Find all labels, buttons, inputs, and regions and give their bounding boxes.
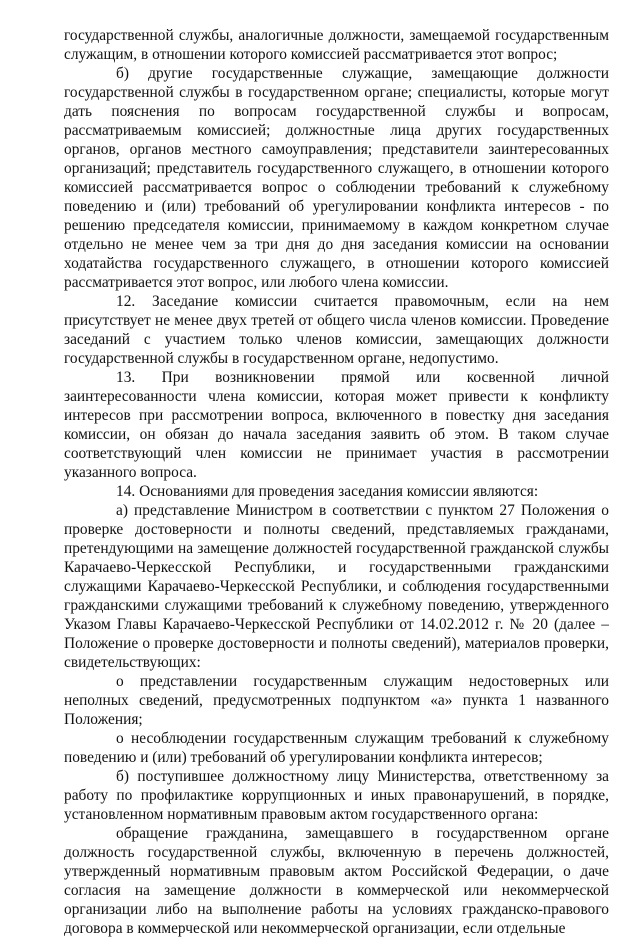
- paragraph-14-grounds: 14. Основаниями для проведения заседания комиссии являются:: [116, 483, 539, 500]
- paragraph-14a-minister: а) представление Министром в соответствии с пунктом 27 Положения о проверке достоверности и полноты сведений, представляемых гражданами, претендующими на замещение должностей государственной гражданской службы Карачаево-Черкесской Республики, и государственными гражданскими служащими Карачаево-Черкесской Республики, и соблюдения государственными гражданскими служащими требований к служебному поведению, утвержденного Указом Главы Карачаево-Черкесской Республики от 14.02.2012 г. № 20 (далее – Положение о проверке достоверности и полноты сведений), материалов проверки, свидетельствующих:: [64, 502, 609, 671]
- paragraph-non-compliance: о несоблюдении государственным служащим требований к служебному поведению и (или) требований об урегулировании конфликта интересов;: [64, 730, 609, 766]
- paragraph-12-quorum: 12. Заседание комиссии считается правомочным, если на нем присутствует не менее двух третей от общего числа членов комиссии. Проведение заседаний с участием только членов комиссии, замещающих должности государственной службы в государственном органе, недопустимо.: [64, 293, 609, 367]
- paragraph-item-b-participants: б) другие государственные служащие, замещающие должности государственной службы в государственном органе; специалисты, которые могут дать пояснения по вопросам государственной службы и вопросам, рассматриваемым комиссией; должностные лица других государственных органов, органов местного самоуправления; представители заинтересованных организаций; представитель государственного служащего, в отношении которого комиссией рассматривается вопрос о соблюдении требований к служебному поведению и (или) требований об урегулировании конфликта интересов - по решению председателя комиссии, принимаемому в каждом конкретном случае отдельно не менее чем за три дня до дня заседания комиссии на основании ходатайства государственного служащего, в отношении которого комиссией рассматривается этот вопрос, или любого члена комиссии.: [64, 65, 609, 291]
- paragraph-13-conflict: 13. При возникновении прямой или косвенной личной заинтересованности члена комиссии, которая может привести к конфликту интересов при рассмотрении вопроса, включенного в повестку дня заседания комиссии, он обязан до начала заседания заявить об этом. В таком случае соответствующий член комиссии не принимает участия в рассмотрении указанного вопроса.: [64, 369, 609, 481]
- paragraph-false-information: о представлении государственным служащим недостоверных или неполных сведений, предусмотренных подпунктом «а» пункта 1 названного Положения;: [64, 673, 609, 728]
- paragraph-continuation: государственной службы, аналогичные должности, замещаемой государственным служащим, в отношении которого комиссией рассматривается этот вопрос;: [64, 27, 609, 63]
- paragraph-14b-received: б) поступившее должностному лицу Министерства, ответственному за работу по профилактике коррупционных и иных правонарушений, в порядке, установленном нормативным правовым актом государственного органа:: [64, 768, 609, 823]
- document-body: [64, 26, 609, 938]
- paragraph-citizen-appeal: обращение гражданина, замещавшего в государственном органе должность государственной службы, включенную в перечень должностей, утвержденный нормативным правовым актом Российской Федерации, о даче согласия на замещение должности в коммерческой или некоммерческой организации либо на выполнение работы на условиях гражданско-правового договора в коммерческой или некоммерческой организации, если отдельные: [64, 825, 609, 937]
